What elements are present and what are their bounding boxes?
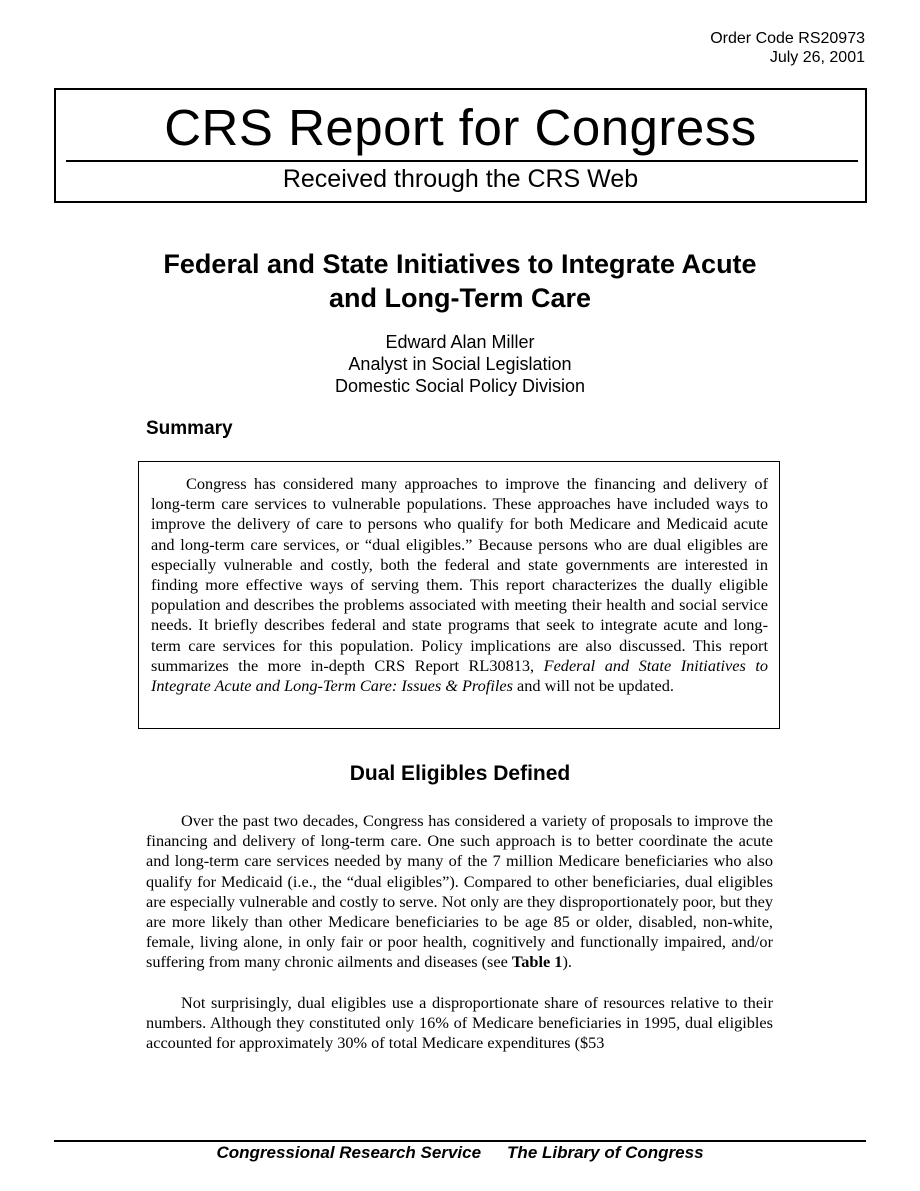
summary-heading: Summary: [146, 418, 233, 439]
banner-title: CRS Report for Congress: [164, 99, 757, 156]
body-paragraph-1: [146, 811, 773, 973]
summary-text-end: and will not be updated.: [512, 676, 674, 696]
author-block: [160, 331, 760, 397]
body-paragraph-1-end: ).: [562, 952, 572, 972]
crs-banner: [54, 88, 867, 203]
banner-subtitle: Received through the CRS Web: [282, 165, 639, 193]
summary-box: [138, 461, 780, 729]
body-text: [146, 811, 773, 1053]
footer-library: The Library of Congress: [507, 1143, 704, 1162]
summary-referenced-report-title: Federal and State Initiatives to Integrate Acute and Long-Term Care: Issues & Profiles: [151, 655, 768, 696]
report-title: [110, 247, 810, 315]
table-reference: Table 1: [511, 952, 563, 972]
body-paragraph-1-text: Over the past two decades, Congress has considered a variety of proposals to improve the financing and delivery of long-term care. One such approach is to better coordinate the acute and long-term care services needed by many of the 7 million Medicare beneficiaries who also qualify for Medicaid (i.e., the “dual eligibles”). Compared to other beneficiaries, dual eligibles are especially vulnerable and costly to serve. Not only are they disproportionately poor, but they are more likely than other Medicare beneficiaries to be age 85 or older, disabled, non-white, female, living alone, in only fair or poor health, cognitively and functionally impaired, and/or suffering from many chronic ailments and diseases (see: [146, 811, 773, 972]
author-title: Analyst in Social Legislation: [348, 354, 572, 374]
order-code: Order Code RS20973: [710, 30, 865, 47]
author-division: Domestic Social Policy Division: [334, 376, 586, 396]
banner-divider: [66, 160, 858, 162]
report-title-line-2: and Long-Term Care: [328, 283, 592, 313]
footer-divider: [54, 1140, 866, 1142]
section-heading: Dual Eligibles Defined: [349, 762, 571, 785]
order-info: [710, 29, 865, 67]
footer: [0, 1143, 920, 1163]
footer-org: Congressional Research Service: [216, 1143, 482, 1162]
summary-paragraph: [151, 474, 768, 696]
summary-text: Congress has considered many approaches to improve the financing and delivery of long-term care services to vulnerable populations. These approaches have included ways to improve the delivery of care to persons who qualify for both Medicare and Medicaid acute and long-term care services, or “dual eligibles.” Because persons who are dual eligibles are especially vulnerable and costly, both the federal and state governments are interested in finding more effective ways of serving them. This report characterizes the dually eligible population and describes the problems associated with meeting their health and social service needs. It briefly describes federal and state programs that seek to integrate acute and long-term care services for this population. Policy implications are also discussed. This report summarizes the more in-depth CRS Report RL30813,: [151, 474, 768, 675]
report-date: July 26, 2001: [769, 49, 865, 66]
author-name: Edward Alan Miller: [385, 332, 535, 352]
report-title-line-1: Federal and State Initiatives to Integrate Acute: [163, 249, 757, 279]
body-paragraph-2: Not surprisingly, dual eligibles use a disproportionate share of resources relative to their numbers. Although they constituted only 16% of Medicare beneficiaries in 1995, dual eligibles accounted for approximately 30% of total Medicare expenditures ($53: [146, 992, 773, 1053]
